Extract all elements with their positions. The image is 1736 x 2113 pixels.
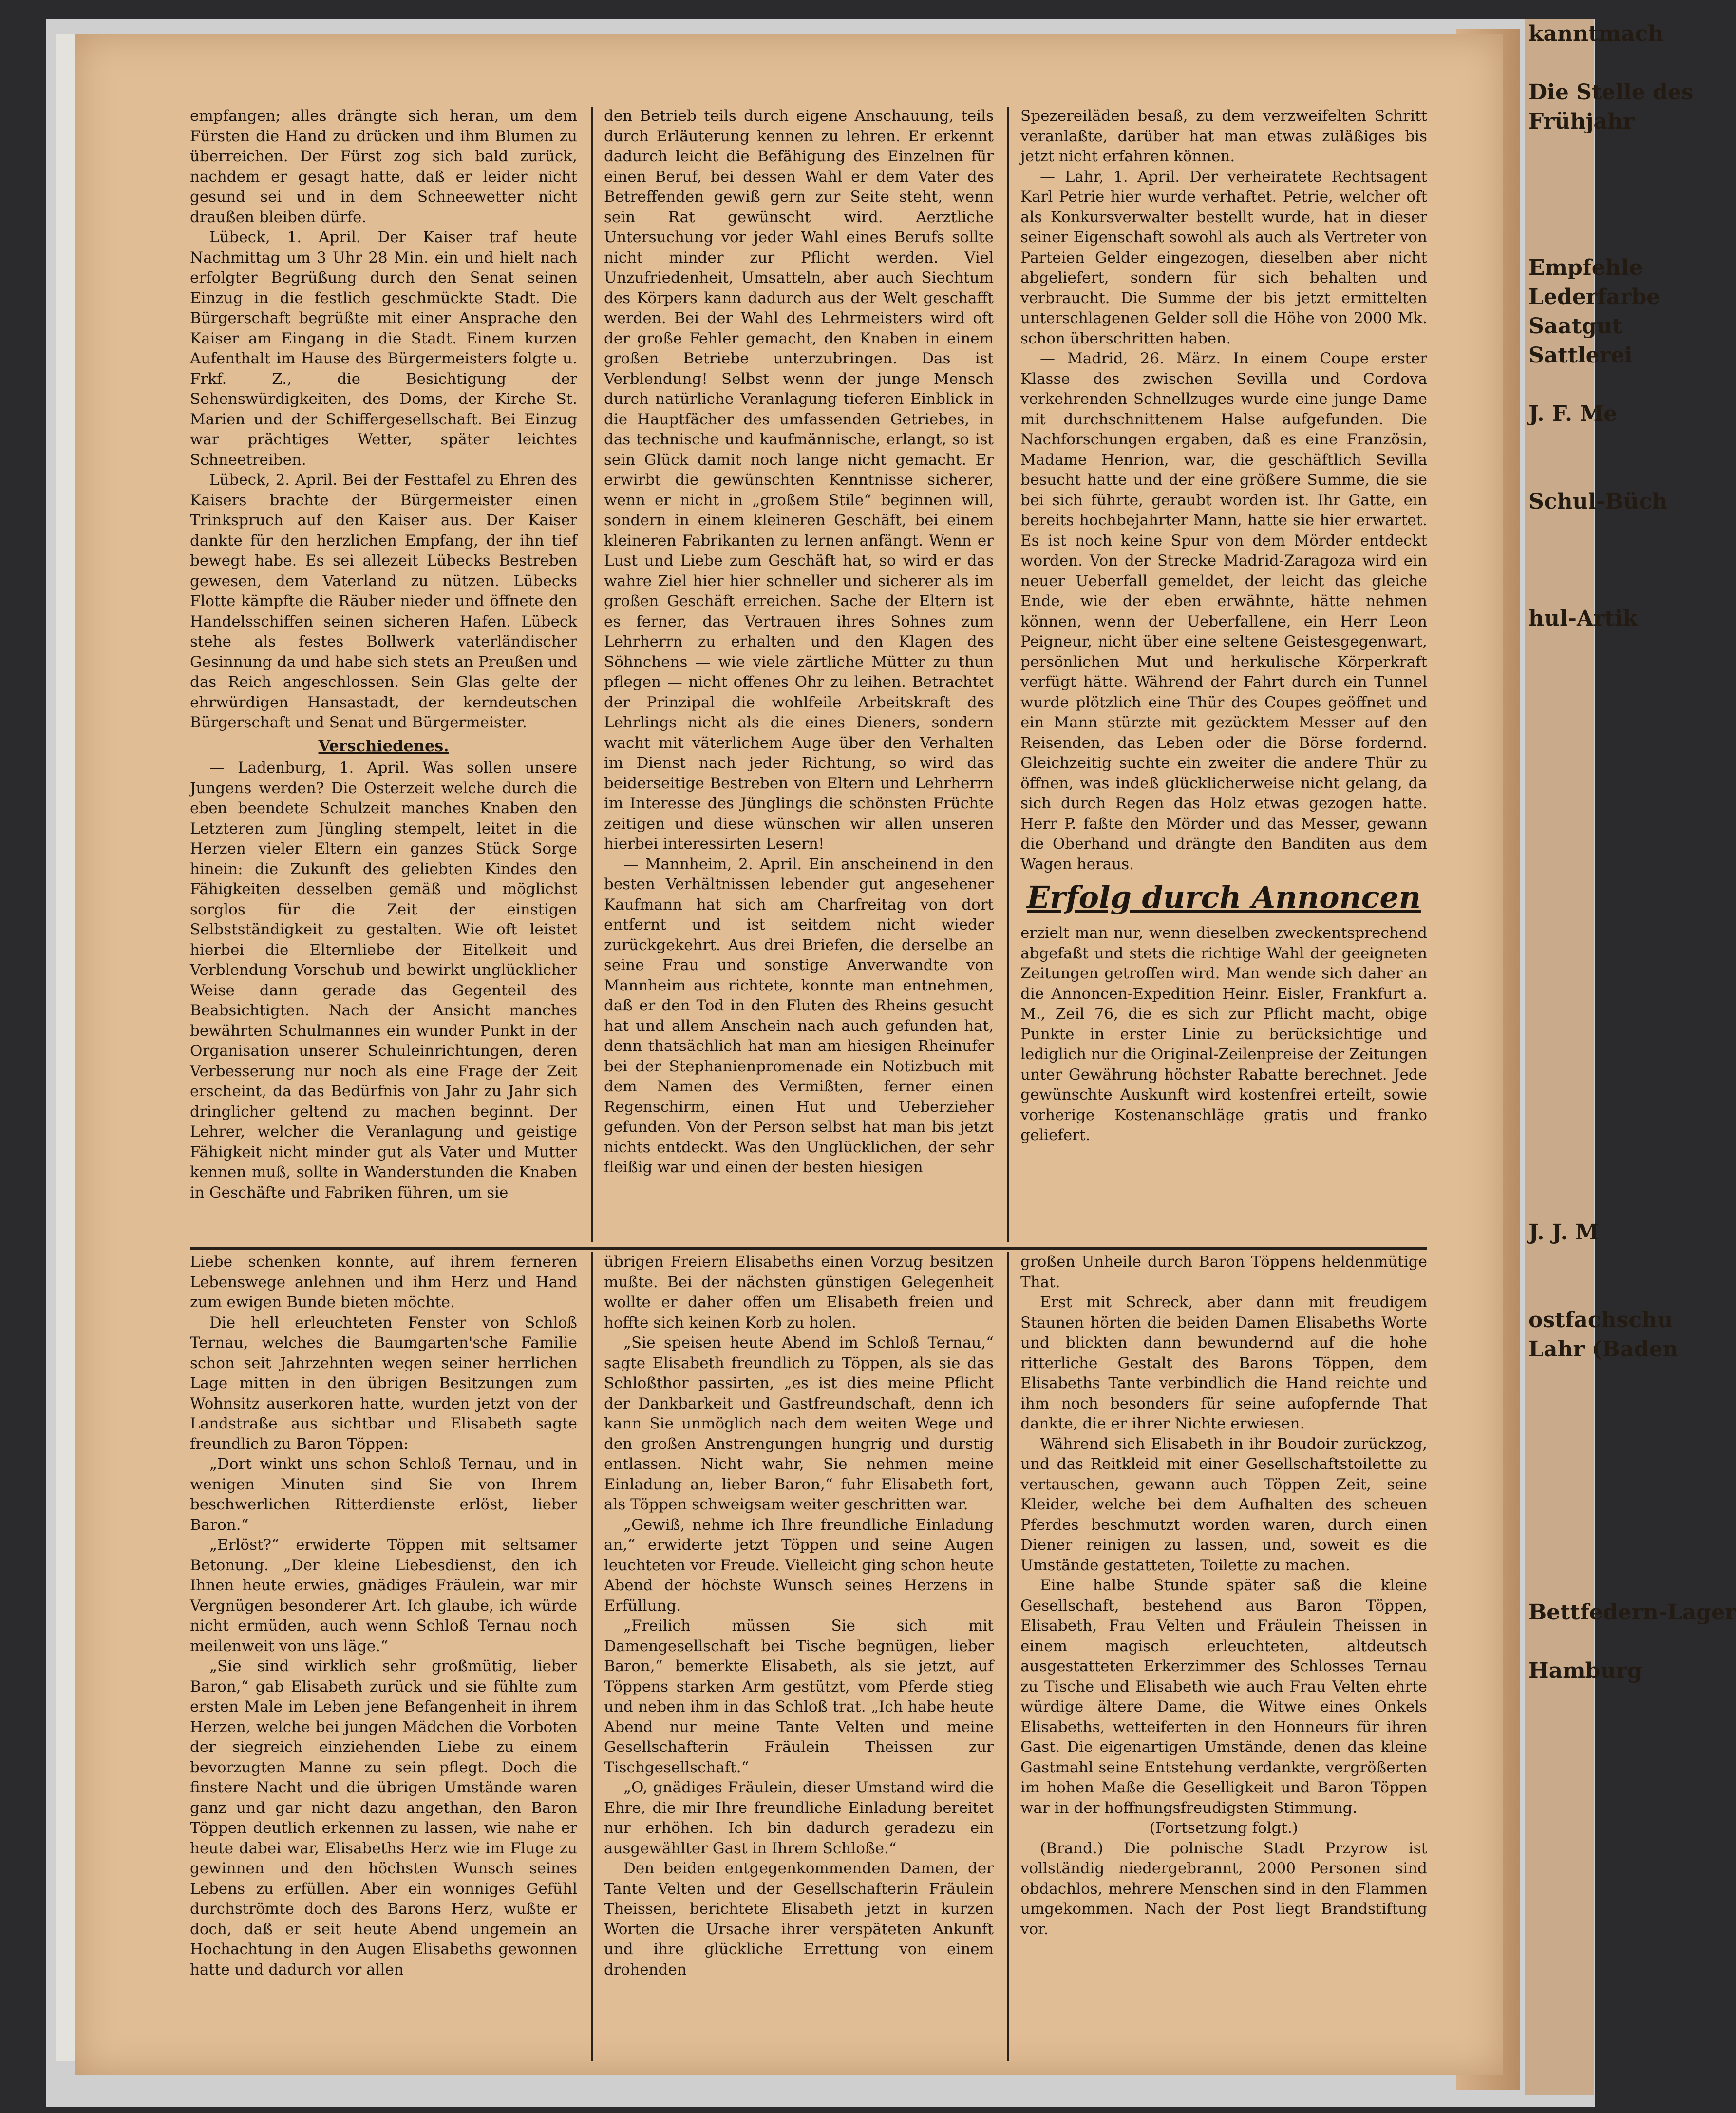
paragraph: Den beiden entgegenkommenden Damen, der Tante Velten und der Gesellschafterin Fräulein Theissen, berichtete Elisabeth jetzt in kurzen Worten die Ursache ihrer verspäteten Ankunft und ihre glückliche Errettung von einem drohenden	[604, 1860, 994, 1979]
fragment-line: J. J. M	[1528, 1220, 1599, 1245]
paragraph: — Ladenburg, 1. April. Was sollen unsere Jungens werden? Die Osterzeit welche durch die eben beendete Schulzeit manches Knaben den Letzteren zum Jüngling stempelt, leitet in die Herzen vieler Eltern ein ganzes Stück Sorge hinein: die Zukunft des geliebten Kindes den Fähigkeiten desselben gemäß und möglichst sorglos für die Zeit der einstigen Selbstständigkeit zu gestalten. Wie oft leistet hierbei die Elternliebe der Eitelkeit und Verblendung Vorschub und bewirkt unglücklicher Weise dann gerade das Gegenteil des Beabsichtigten. Nach der Ansicht manches bewährten Schulmannes ein wunder Punkt in der Organisation unserer Schuleinrichtungen, deren Verbesserung nur noch als eine Frage der Zeit erscheint, da das Bedürfnis von Jahr zu Jahr sich dringlicher geltend zu machen beginnt. Der Lehrer, welcher die Veranlagung und geistige Fähigkeit nicht minder gut als Vater und Mutter kennen muß, sollte in Wanderstunden die Knaben in Geschäfte und Fabriken führen, um sie	[190, 759, 577, 1201]
fragment-line	[1525, 516, 1594, 546]
fragment-line	[1525, 575, 1594, 604]
ad-headline: Erfolg durch Annoncen	[1027, 879, 1421, 915]
column-rule	[591, 1252, 593, 2061]
fragment-line	[1525, 1423, 1594, 1452]
fragment-line	[1525, 458, 1594, 487]
fragment-line	[1525, 867, 1594, 896]
article-column-top-1	[190, 106, 577, 1203]
fragment-line	[1525, 721, 1594, 750]
paragraph: „Gewiß, nehme ich Ihre freundliche Einladung an,“ erwiderte jetzt Töppen und seine Augen leuchteten vor Freude. Vielleicht ging schon heute Abend der höchste Wunsch seines Herzens in Erfüllung.	[604, 1516, 994, 1615]
article-column-top-3	[1020, 106, 1427, 1146]
fragment-line	[1525, 780, 1594, 809]
newspaper-page	[75, 34, 1503, 2075]
fragment-line	[1525, 1569, 1594, 1598]
fragment-line	[1525, 224, 1594, 253]
paragraph: Lübeck, 2. April. Bei der Festtafel zu Ehren des Kaisers brachte der Bürgermeister einen Trinkspruch auf den Kaiser aus. Der Kaiser dankte für den herzlichen Empfang, der ihn tief bewegt habe. Es sei allezeit Lübecks Bestreben gewesen, dem Vaterland zu nützen. Lübecks Flotte kämpfte die Räuber nieder und öffnete den Handelsschiffen seinen sicheren Hafen. Lübeck stehe als festes Bollwerk vaterländischer Gesinnung da und habe sich stets an Preußen und das Reich angeschlossen. Sein Glas gelte der ehrwürdigen Hansastadt, der kerndeutschen Bürgerschaft und Senat und Bürgermeister.	[190, 471, 577, 731]
paragraph: „Sie sind wirklich sehr großmütig, lieber Baron,“ gab Elisabeth zurück und sie fühlte zum ersten Male im Leben jene Befangenheit in ihrem Herzen, welche bei jungen Mädchen die Vorboten der siegreich einziehenden Liebe zu einem bevorzugten Manne zu sein pflegt. Doch die finstere Nacht und die übrigen Umstände waren ganz und gar nicht dazu angethan, den Baron Töppen deutlich erkennen zu lassen, wie nahe er heute dabei war, Elisabeths Herz wie im Fluge zu gewinnen und den höchsten Wunsch seines Lebens zu erfüllen. Aber ein wonniges Gefühl durchströmte doch des Barons Herz, wußte er doch, daß er seit heute Abend ungemein an Hochachtung in den Augen Elisabeths gewonnen hatte und dadurch vor allen	[190, 1657, 577, 1979]
paragraph: großen Unheile durch Baron Töppens heldenmütige That.	[1020, 1253, 1427, 1291]
paragraph: Spezereiläden besaß, zu dem verzweifelten Schritt veranlaßte, darüber hat man etwas zuläßiges bis jetzt nicht erfahren können.	[1020, 107, 1427, 165]
fragment-line: J. F. Me	[1528, 401, 1618, 426]
fragment-line	[1525, 1130, 1594, 1160]
fragment-line: ostfachschu	[1528, 1308, 1673, 1333]
fragment-line	[1525, 955, 1594, 984]
paragraph: „Erlöst?“ erwiderte Töppen mit seltsamer Betonung. „Der kleine Liebesdienst, den ich Ihnen heute erwies, gnädiges Fräulein, war mir Vergnügen besonderer Art. Ich glaube, ich würde nicht ermüden, auch wenn Schloß Ternau noch meilenweit von uns läge.“	[190, 1536, 577, 1655]
fragment-line	[1525, 1276, 1594, 1306]
paragraph: „Sie speisen heute Abend im Schloß Ternau,“ sagte Elisabeth freundlich zu Töppen, als sie das Schloßthor passirten, „es ist dies meine Pflicht der Dankbarkeit und Gastfreundschaft, denn ich kann Sie unmöglich nach dem weiten Wege und den großen Anstrengungen hungrig und durstig entlassen. Nicht wahr, Sie nehmen meine Einladung an, lieber Baron,“ fuhr Elisabeth fort, als Töppen schweigsam weiter geschritten war.	[604, 1334, 994, 1513]
column-rule	[1007, 1252, 1009, 2061]
fragment-line	[1525, 1160, 1594, 1189]
fragment-line: Lederfarbe	[1528, 285, 1661, 309]
article-column-top-2	[604, 106, 994, 1178]
paragraph: Erst mit Schreck, aber dann mit freudigem Staunen hörten die beiden Damen Elisabeths Worte und blickten dann bewundernd auf die hohe ritterliche Gestalt des Barons Töppen, dem Elisabeths Tante verbindlich die Hand reichte und ihm noch besonders für seine aufopfernde That dankte, die er ihrer Nichte erwiesen.	[1020, 1294, 1427, 1432]
fragment-line	[1525, 1452, 1594, 1481]
fragment-line: Schul-Büch	[1528, 489, 1668, 514]
fragment-line: Frühjahr	[1528, 109, 1635, 134]
paragraph: Lübeck, 1. April. Der Kaiser traf heute Nachmittag um 3 Uhr 28 Min. ein und hielt nach erfolgter Begrüßung durch den Senat seinen Einzug in die festlich geschmückte Stadt. Die Bürgerschaft begrüßte mit einer Ansprache den Kaiser am Eingang in die Stadt. Einem kurzen Aufenthalt im Hause des Bürgermeisters folgte u. Frkf. Z., die Besichtigung der Sehenswürdigkeiten, des Doms, der Kirche St. Marien und der Schiffergesellschaft. Bei Einzug war prächtiges Wetter, später leichtes Schneetreiben.	[190, 228, 577, 469]
fragment-line: Sattlerei	[1528, 343, 1633, 368]
fragment-line	[1525, 926, 1594, 955]
paragraph: Die hell erleuchteten Fenster von Schloß Ternau, welches die Baumgarten'sche Familie schon seit Jahrzehnten wegen seiner herrlichen Lage mitten in den übrigen Besitzungen zum Wohnsitz auserkoren hatte, wurden jetzt von der Landstraße aus sichtbar und Elisabeth sagte freundlich zu Baron Töppen:	[190, 1313, 577, 1453]
paragraph: Eine halbe Stunde später saß die kleine Gesellschaft, bestehend aus Baron Töppen, Elisabeth, Frau Velten und Fräulein Theissen in einem magisch erleuchteten, altdeutsch ausgestatteten Erkerzimmer des Schlosses Ternau zu Tische und Elisabeth wie auch Frau Velten ehrte würdige ältere Dame, die Witwe eines Onkels Elisabeths, wetteiferten in den Honneurs für ihren Gast. Die eigenartigen Umstände, denen das kleine Gastmahl seine Entstehung verdankte, vergrößerten im hohen Maße die Geselligkeit und Baron Töppen war in der hoffnungsfreudigsten Stimmung.	[1020, 1577, 1427, 1817]
fragment-line	[1525, 633, 1594, 663]
continuation-note: (Fortsetzung folgt.)	[1150, 1819, 1298, 1837]
fragment-line	[1525, 692, 1594, 721]
fragment-line	[1525, 1072, 1594, 1101]
section-heading: Verschiedenes.	[318, 736, 449, 755]
paragraph: Während sich Elisabeth in ihr Boudoir zurückzog, und das Reitkleid mit einer Gesellschaftstoilette zu vertauschen, gewann auch Töppen Zeit, seine Kleider, welche bei dem Aufhalten des scheuen Pferdes beschmutzt worden waren, durch einen Diener reinigen zu lassen, und, soweit es die Umstände gestatteten, Toilette zu machen.	[1020, 1435, 1427, 1574]
paragraph: empfangen; alles drängte sich heran, um dem Fürsten die Hand zu drücken und ihm Blumen zu überreichen. Der Fürst zog sich bald zurück, nachdem er gesagt hatte, daß er leider nicht gesund sei und in dem Schneewetter nicht draußen bleiben dürfe.	[190, 107, 577, 226]
fragment-line	[1525, 166, 1594, 195]
fragment-line	[1525, 1189, 1594, 1218]
fragment-line: Bettfedern-Lager	[1528, 1600, 1736, 1625]
serial-column-3	[1020, 1252, 1427, 1940]
fragment-line	[1525, 750, 1594, 780]
fragment-line	[1525, 809, 1594, 838]
paragraph: erzielt man nur, wenn dieselben zweckentsprechend abgefaßt und stets die richtige Wahl der geeigneten Zeitungen getroffen wird. Man wende sich daher an die Annoncen-Expedition Heinr. Eisler, Frankfurt a. M., Zeil 76, die es sich zur Pflicht macht, obige Punkte in erster Linie zu berücksichtige und lediglich nur die Original-Zeilenpreise der Zeitungen unter Gewährung höchster Rabatte berechnet. Jede gewünschte Auskunft wird kostenfrei erteilt, sowie vorherige Kostenanschläge gratis und franko geliefert.	[1020, 924, 1427, 1144]
paragraph: Liebe schenken konnte, auf ihrem ferneren Lebenswege anlehnen und ihm Herz und Hand zum ewigen Bunde bieten möchte.	[190, 1253, 577, 1311]
paragraph: — Madrid, 26. März. In einem Coupe erster Klasse des zwischen Sevilla und Cordova verkehrenden Schnellzuges wurde eine junge Dame mit durchschnittenem Halse aufgefunden. Die Nachforschungen ergaben, daß es eine Französin, Madame Henrion, war, die geschäftlich Sevilla besucht hatte und der eine größere Summe, die sie bei sich führte, geraubt worden ist. Ihr Gatte, ein bereits hochbejahrter Mann, hatte sie hier erwartet. Es ist noch keine Spur von dem Mörder entdeckt worden. Von der Strecke Madrid-Zaragoza wird ein neuer Ueberfall gemeldet, der leicht das gleiche Ende, wie der eben erwähnte, hätte nehmen können, wenn der Ueberfallene, ein Herr Leon Peigneur, nicht über eine seltene Geistesgegenwart, persönlichen Mut und herkulische Körperkraft verfügt hätte. Während der Fahrt durch ein Tunnel wurde plötzlich eine Thür des Coupes geöffnet und ein Mann stürzte mit gezücktem Messer auf den Reisenden, das Leben oder die Börse fordernd. Gleichzeitig suchte ein zweiter die andere Thür zu öffnen, was indeß glücklicherweise nicht gelang, da sich durch Regen das Holz etwas gezogen hatte. Herr P. faßte den Mörder und das Messer, gewann die Oberhand und drängte den Banditen aus dem Wagen heraus.	[1020, 350, 1427, 873]
fragment-line	[1525, 195, 1594, 224]
fragment-line	[1525, 838, 1594, 867]
paragraph: (Brand.) Die polnische Stadt Przyrow ist vollständig niedergebrannt, 2000 Personen sind obdachlos, mehrere Menschen sind in den Flammen umgekommen. Nach der Post liegt Brandstiftung vor.	[1020, 1839, 1427, 1938]
fragment-line	[1525, 896, 1594, 926]
serial-column-1	[190, 1252, 577, 1980]
fragment-line	[1525, 984, 1594, 1013]
fragment-line	[1525, 1364, 1594, 1393]
column-rule	[1007, 107, 1009, 1242]
column-rule	[591, 107, 593, 1242]
section-divider	[190, 1247, 1427, 1250]
fragment-line	[1525, 1013, 1594, 1043]
paragraph: „O, gnädiges Fräulein, dieser Umstand wird die Ehre, die mir Ihre freundliche Einladung bereitet nur erhöhen. Ich bin dadurch geradezu ein ausgewählter Gast in Ihrem Schloße.“	[604, 1779, 994, 1857]
fragment-line	[1525, 1043, 1594, 1072]
fragment-line	[1525, 429, 1594, 458]
binding-strip	[56, 34, 75, 2061]
fragment-line: Die Stelle des	[1528, 80, 1694, 105]
paragraph: übrigen Freiern Elisabeths einen Vorzug besitzen mußte. Bei der nächsten günstigen Gelegenheit wollte er daher offen um Elisabeth freien und hoffte sich keinen Korb zu holen.	[604, 1253, 994, 1332]
fragment-line	[1525, 546, 1594, 575]
paragraph: „Dort winkt uns schon Schloß Ternau, und in wenigen Minuten sind Sie von Ihrem beschwerlichen Ritterdienste erlöst, lieber Baron.“	[190, 1455, 577, 1534]
fragment-line	[1525, 1393, 1594, 1423]
serial-column-2	[604, 1252, 994, 1980]
paragraph: den Betrieb teils durch eigene Anschauung, teils durch Erläuterung kennen zu lehren. Er erkennt dadurch leicht die Befähigung des Einzelnen für einen Beruf, bei dessen Wahl er dem Vater des Betreffenden gewiß gern zur Seite steht, wenn sein Rat gewünscht wird. Aerztliche Untersuchung vor jeder Wahl eines Berufs sollte nicht minder zur Pflicht werden. Viel Unzufriedenheit, Umsatteln, aber auch Siechtum des Körpers kann dadurch aus der Welt geschafft werden. Bei der Wahl des Lehrmeisters wird oft der große Fehler gemacht, den Knaben in einem großen Betriebe unterzubringen. Das ist Verblendung! Selbst wenn der junge Mensch durch natürliche Veranlagung tieferen Einblick in die Hauptfächer des umfassenden Getriebes, in das technische und kaufmännische, erlangt, so ist sein Glück damit noch lange nicht gemacht. Er erwirbt die gewünschten Kenntnisse sicherer, wenn er nicht in „großem Stile“ beginnen will, sondern in einem kleineren Geschäft, bei einem kleineren Fabrikanten zu lernen anfängt. Wenn er Lust und Liebe zum Geschäft hat, so wird er das wahre Ziel hier hier schneller und sicherer als im großen Geschäft erreichen. Sache der Eltern ist es ferner, das Vertrauen ihres Sohnes zum Lehrherrn zu erhalten und den Klagen des Söhnchens — wie viele zärtliche Mütter zu thun pflegen — nicht offenes Ohr zu leihen. Betrachtet der Prinzipal die wohlfeile Arbeitskraft des Lehrlings nicht als die eines Dieners, sondern wacht mit väterlichem Auge über den Verhalten im Dienst nach jeder Richtung, so wird das beiderseitige Bestreben von Eltern und Lehrherrn im Interesse des Jünglings die schönsten Früchte zeitigen und diese wünschen wir allen unseren hierbei interessirten Lesern!	[604, 107, 994, 853]
fragment-line: Saatgut	[1528, 314, 1623, 339]
fragment-line	[1525, 1510, 1594, 1540]
fragment-line: Hamburg	[1528, 1658, 1642, 1683]
fragment-line: Empfehle	[1528, 255, 1643, 280]
paragraph: — Mannheim, 2. April. Ein anscheinend in den besten Verhältnissen lebender gut angesehener Kaufmann hat sich am Charfreitag von dort entfernt und ist seitdem nicht wieder zurückgekehrt. Aus drei Briefen, die derselbe an seine Frau und sonstige Anverwandte von Mannheim aus richtete, konnte man entnehmen, daß er den Tod in den Fluten des Rheins gesucht hat und allem Anschein nach auch gefunden hat, denn thatsächlich hat man am hiesigen Rheinufer bei der Stephanienpromenade ein Notizbuch mit dem Namen des Vermißten, ferner einen Regenschirm, einen Hut und Ueberzieher gefunden. Von der Person selbst hat man bis jetzt nichts entdeckt. Was den Unglücklichen, der sehr fleißig war und einen der besten hiesigen	[604, 855, 994, 1176]
fragment-line: Lahr (Baden	[1528, 1337, 1679, 1362]
fragment-line	[1525, 1481, 1594, 1510]
fragment-line	[1525, 136, 1594, 166]
fragment-line	[1525, 49, 1594, 78]
fragment-line: kanntmach	[1528, 21, 1664, 46]
fragment-line	[1525, 663, 1594, 692]
fragment-line	[1525, 1540, 1594, 1569]
fragment-line	[1525, 370, 1594, 400]
paragraph: — Lahr, 1. April. Der verheiratete Rechtsagent Karl Petrie hier wurde verhaftet. Petrie, welcher oft als Konkursverwalter bestellt wurde, hat in dieser seiner Eigenschaft sowohl als auch als Vertreter von Parteien Gelder eingezogen, dieselben aber nicht abgeliefert, sondern für sich behalten und verbraucht. Die Summe der bis jetzt ermittelten unterschlagenen Gelder soll die Höhe von 2000 Mk. schon überschritten haben.	[1020, 168, 1427, 347]
adjacent-page-fragment	[1525, 19, 1736, 2095]
fragment-line: hul-Artik	[1528, 606, 1638, 631]
fragment-line	[1525, 1247, 1594, 1276]
fragment-line	[1525, 1101, 1594, 1130]
fragment-line	[1525, 1627, 1594, 1656]
paragraph: „Freilich müssen Sie sich mit Damengesellschaft bei Tische begnügen, lieber Baron,“ bemerkte Elisabeth, als sie jetzt, auf Töppens starken Arm gestützt, vom Pferde stieg und neben ihm in das Schloß trat. „Ich habe heute Abend nur meine Tante Velten und meine Gesellschafterin Fräulein Theissen zur Tischgesellschaft.“	[604, 1617, 994, 1776]
